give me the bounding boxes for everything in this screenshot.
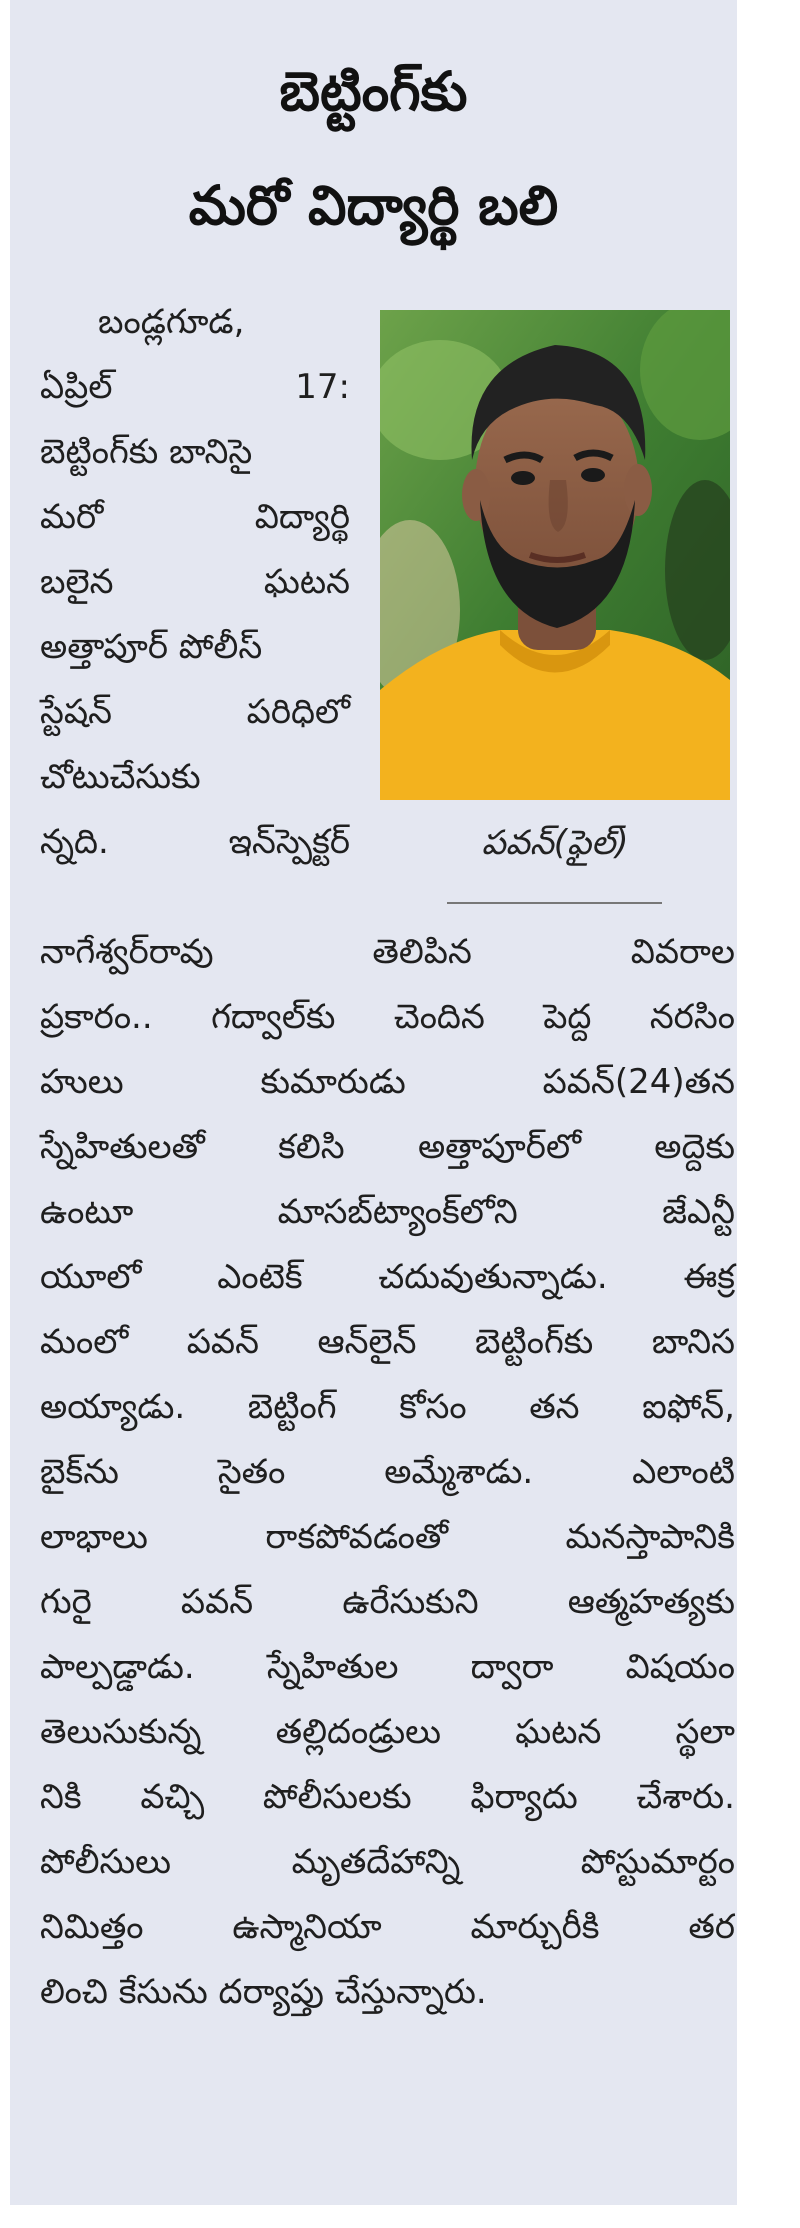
article-word: ప్రకారం.. [40,997,153,1037]
article-word: విషయం [625,1647,735,1687]
article-word: స్నేహితులతో [40,1127,205,1167]
article-word: అత్తాపూర్‌లో [417,1127,581,1167]
article-word: అమ్మేశాడు. [384,1452,534,1492]
article-word: పవన్ [180,1582,254,1622]
article-word: తర [688,1907,735,1947]
article-word: విద్యార్థి [254,497,350,537]
article-word: ఎంటెక్ [217,1257,303,1297]
photo-caption: పవన్(ఫైల్) [481,823,629,863]
article-line [40,1700,735,1765]
article-word: జేఎన్టీ [662,1192,735,1232]
article-word: లించి కేసును దర్యాప్తు చేస్తున్నారు. [40,1972,487,2012]
article-word: చెందిన [393,997,485,1037]
article-line [40,1245,735,1310]
article-word: మంలో [40,1322,129,1362]
article-word: ఉంటూ [40,1192,134,1232]
article-line [40,1505,735,1570]
article-word: అత్తాపూర్ పోలీస్ [40,627,263,667]
article-word: నరసిం [649,997,735,1037]
article-word: పెద్ద [543,997,592,1037]
person-photo [380,310,730,800]
article-word: ఫిర్యాదు [470,1777,578,1817]
article-word: నాగేశ్వర్‌రావు [40,932,214,972]
article-word: బెట్టింగ్ [247,1387,337,1427]
article-word: చేశారు. [636,1777,735,1817]
article-word: ఏప్రిల్ [40,367,113,407]
article-line [40,1570,735,1635]
article-word: మార్చురీకి [470,1907,600,1947]
article-line [40,1440,735,1505]
article-word: కుమారుడు [260,1062,406,1102]
article-line [40,680,350,745]
article-line [40,1960,487,2025]
article-word: ద్వారా [470,1647,554,1687]
article-line [40,1375,735,1440]
article-word: ఇన్‌స్పెక్టర్ [228,822,350,862]
article-line [40,1765,735,1830]
article-line [40,745,201,810]
article-word: పోలీసులకు [262,1777,412,1817]
article-word: ఈక్ర [683,1257,735,1297]
person-photo-illustration [380,310,730,800]
article-word: పరిధిలో [246,692,350,732]
headline-line-1: బెట్టింగ్‌కు [279,60,468,123]
article-line [40,1635,735,1700]
article-word: పోస్టుమార్టం [580,1842,735,1882]
article-word: బానిస [651,1322,735,1362]
article-word: అయ్యాడు. [40,1387,186,1427]
article-line [40,1830,735,1895]
article-word: స్థలా [675,1712,735,1752]
article-word: సైతం [217,1452,286,1492]
article-word: పాల్పడ్డాడు. [40,1647,195,1687]
article-word: పవన్ [186,1322,259,1362]
article-word: ఆన్‌లైన్ [317,1322,417,1362]
article-word: తల్లిదండ్రులు [275,1712,442,1752]
article-word: స్నేహితుల [266,1647,399,1687]
article-line [98,290,244,355]
article-word: బెట్టింగ్‌కు [475,1322,594,1362]
article-word: ఘటన [263,562,350,602]
article-word: మరో [40,497,104,537]
article-line [40,615,262,680]
article-line [40,985,735,1050]
article-word: మాసబ్‌ట్యాంక్‌లోని [277,1192,518,1232]
article-word: గద్వాల్‌కు [211,997,336,1037]
article-word: తెలిపిన [372,932,472,972]
article-word: పవన్(24)తన [542,1062,735,1102]
article-word: రాకపోవడంతో [265,1517,449,1557]
article-line [40,1050,735,1115]
article-line [40,550,350,615]
headline-line-2: మరో విద్యార్థి బలి [188,174,559,237]
article-line [40,485,350,550]
article-line [40,1310,735,1375]
caption-divider [447,902,662,904]
article-word: లాభాలు [40,1517,148,1557]
article-word: ఎలాంటి [632,1452,735,1492]
article-word: చోటుచేసుకు [40,757,201,797]
article-line [40,1115,735,1180]
article-word: వివరాల [630,932,735,972]
article-word: ఉస్మానియా [232,1907,382,1947]
article-word: చదువుతున్నాడు. [378,1257,608,1297]
article-word: మనస్తాపానికి [565,1517,735,1557]
article-word: కోసం [399,1387,467,1427]
article-word: ఆత్మహత్యకు [567,1582,735,1622]
article-word: హులు [40,1062,124,1102]
article-word: నికి [40,1777,82,1817]
article-word: యూలో [40,1257,142,1297]
article-line [40,810,350,875]
article-word: బలైన [40,562,114,602]
article-word: 17: [295,367,350,407]
article-line [40,920,735,985]
article-word: బండ్లగూడ, [98,302,245,342]
article-line [40,420,252,485]
article-line [40,355,350,420]
article-word: ఐఫోన్, [642,1387,735,1427]
article-word: బెట్టింగ్‌కు బానిసై [40,432,253,472]
article-word: కలిసి [278,1127,345,1167]
article-word: గురై [40,1582,92,1622]
article-word: మృతదేహాన్ని [291,1842,461,1882]
article-word: ఉరేసుకుని [342,1582,479,1622]
article-word: స్టేషన్ [40,692,112,732]
article-word: తెలుసుకున్న [40,1712,202,1752]
article-line [40,1895,735,1960]
article-word: ఘటన [515,1712,602,1752]
article-word: తన [529,1387,580,1427]
article-line [40,1180,735,1245]
article-word: పోలీసులు [40,1842,172,1882]
article-word: నిమిత్తం [40,1907,144,1947]
article-word: అద్దెకు [654,1127,735,1167]
article-word: వచ్చి [140,1777,205,1817]
article-word: బైక్‌ను [40,1452,119,1492]
news-clipping [10,0,737,2205]
article-word: న్నది. [40,822,109,862]
